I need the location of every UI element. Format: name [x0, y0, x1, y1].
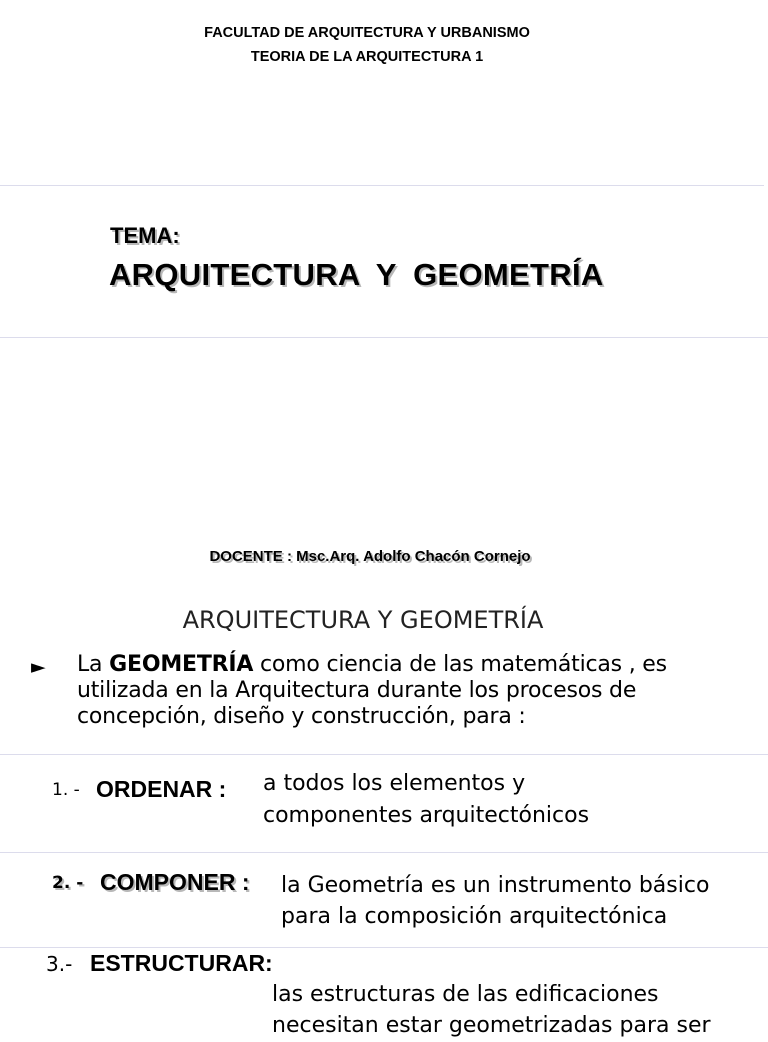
item-keyword: ESTRUCTURAR:	[90, 950, 273, 976]
intro-paragraph	[77, 652, 757, 730]
intro-text-start: La	[77, 652, 110, 677]
item-keyword: COMPONER :	[100, 869, 250, 895]
divider	[0, 852, 768, 853]
tema-label: TEMA:	[110, 223, 180, 248]
item-line: las estructuras de las edificaciones	[272, 982, 659, 1007]
course-title: TEORIA DE LA ARQUITECTURA 1	[250, 49, 484, 65]
divider	[0, 185, 764, 186]
faculty-title: FACULTAD DE ARQUITECTURA Y URBANISMO	[204, 25, 530, 41]
item-keyword: ORDENAR :	[96, 776, 227, 802]
item-number: 1. -	[52, 780, 80, 800]
item-line: para la composición arquitectónica	[281, 904, 668, 929]
divider	[0, 337, 768, 338]
item-number: 3.-	[46, 952, 73, 976]
item-line: a todos los elementos y	[263, 771, 526, 796]
item-line: componentes arquitectónicos	[263, 803, 590, 828]
slide-title: ARQUITECTURA Y GEOMETRÍA	[182, 606, 544, 634]
divider	[0, 754, 768, 755]
intro-text-rest: como ciencia de las matemáticas , es utilizada en la Arquitectura durante los procesos de concepción, diseño y construcción, para :	[77, 652, 667, 729]
bullet-arrow-icon: ►	[31, 656, 46, 678]
divider	[0, 947, 768, 948]
item-line: la Geometría es un instrumento básico	[281, 873, 710, 898]
tema-title: ARQUITECTURA Y GEOMETRÍA	[109, 257, 604, 292]
item-number: 2. -	[52, 873, 84, 893]
item-line: necesitan estar geometrizadas para ser	[272, 1013, 711, 1038]
docente-line: DOCENTE : Msc.Arq. Adolfo Chacón Cornejo	[209, 548, 531, 565]
intro-keyword: GEOMETRÍA	[109, 652, 254, 677]
